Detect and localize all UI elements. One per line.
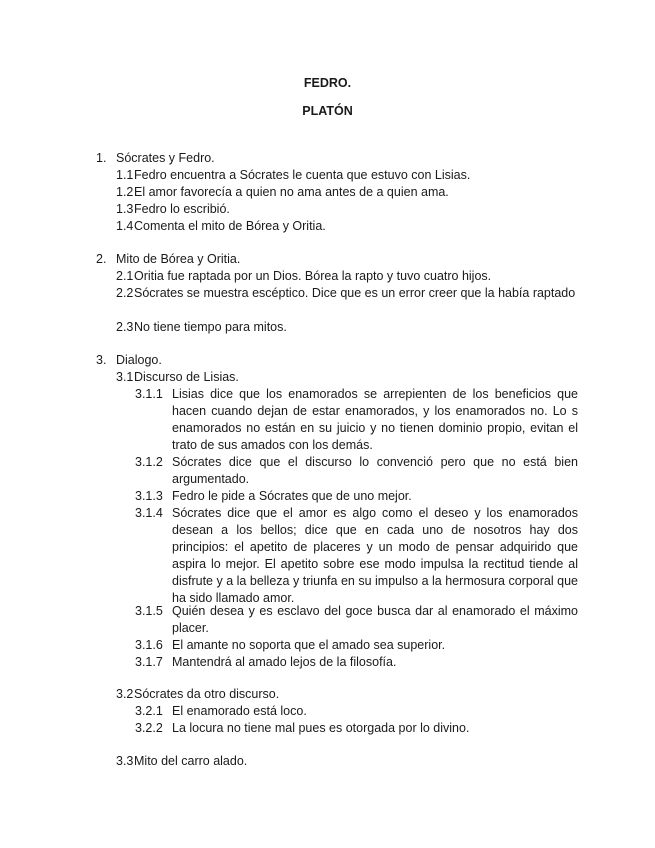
item-text: No tiene tiempo para mitos. (134, 320, 287, 334)
document-author: PLATÓN (302, 104, 353, 118)
item-text: Fedro lo escribió. (134, 202, 230, 216)
item-number: 2.1 (116, 269, 134, 283)
subitem-number: 3.2.1 (135, 704, 163, 718)
subitem-text: El amante no soporta que el amado sea superior. (172, 638, 446, 652)
item-number: 2.3 (116, 320, 134, 334)
subitem-text: Lisias dice que los enamorados se arrepienten de los beneficios que hacen cuando dejan de estar enamorados, y los enamorados no. Lo s enamorados no están en su juicio y no tienen dominio propio, evitan el trato de sus amados con los demás. (172, 387, 578, 452)
subsection-text: Discurso de Lisias. (134, 370, 239, 384)
item-text-body: Sócrates se muestra escéptico. Dice que es un error creer que la había raptado (134, 286, 576, 300)
item-text: El amor favorecía a quien no ama antes de a quien ama. (134, 185, 449, 199)
section-number: 3. (96, 353, 107, 367)
subsection-number: 3.3 (116, 754, 134, 768)
subitem-text: Sócrates dice que el discurso lo convenció pero que no está bien argumentado. (172, 455, 578, 486)
subsection-text: Mito del carro alado. (134, 754, 248, 768)
item-number: 1.2 (116, 185, 134, 199)
subitem-number: 3.1.3 (135, 489, 163, 503)
item-number: 2.2 (116, 286, 134, 300)
subitem-text: Fedro le pide a Sócrates que de uno mejor. (172, 489, 412, 503)
item-number: 1.3 (116, 202, 134, 216)
item-number: 1.1 (116, 168, 134, 182)
section-heading: Dialogo. (116, 353, 162, 367)
subitem-text: La locura no tiene mal pues es otorgada por lo divino. (172, 721, 470, 735)
subsection-text: Sócrates da otro discurso. (134, 687, 280, 701)
item-number: 1.4 (116, 219, 134, 233)
subitem-number: 3.1.1 (135, 387, 163, 401)
item-text: Fedro encuentra a Sócrates le cuenta que estuvo con Lisias. (134, 168, 471, 182)
item-text (134, 285, 578, 302)
subitem-number: 3.1.7 (135, 655, 163, 669)
subitem-text: Quién desea y es esclavo del goce busca dar al enamorado el máximo placer. (172, 604, 578, 635)
item-text: Oritia fue raptada por un Dios. Bórea la rapto y tuvo cuatro hijos. (134, 269, 492, 283)
subsection-number: 3.2 (116, 687, 134, 701)
item-text: Comenta el mito de Bórea y Oritia. (134, 219, 326, 233)
subsection-number: 3.1 (116, 370, 134, 384)
section-number: 1. (96, 151, 107, 165)
section-heading: Mito de Bórea y Oritia. (116, 252, 241, 266)
section-number: 2. (96, 252, 107, 266)
subitem-number: 3.1.2 (135, 455, 163, 469)
subitem-text: Sócrates dice que el amor es algo como el deseo y los enamorados desean a los bellos; dice que en cada uno de nosotros hay dos principios: el apetito de placeres y un modo de pensar adquirido que aspira lo mejor. El apetito sobre ese modo impulsa la rectitud tiende al disfrute y a la belleza y triunfa en su impulso a la hermosura corporal que ha sido llamado amor. (172, 506, 578, 605)
subitem-number: 3.1.6 (135, 638, 163, 652)
subitem-text: Mantendrá al amado lejos de la filosofía. (172, 655, 397, 669)
subitem-number: 3.1.4 (135, 506, 163, 520)
subitem-number: 3.1.5 (135, 604, 163, 618)
section-heading: Sócrates y Fedro. (116, 151, 215, 165)
subitem-number: 3.2.2 (135, 721, 163, 735)
subitem-text: El enamorado está loco. (172, 704, 307, 718)
document-title: FEDRO. (303, 76, 352, 90)
